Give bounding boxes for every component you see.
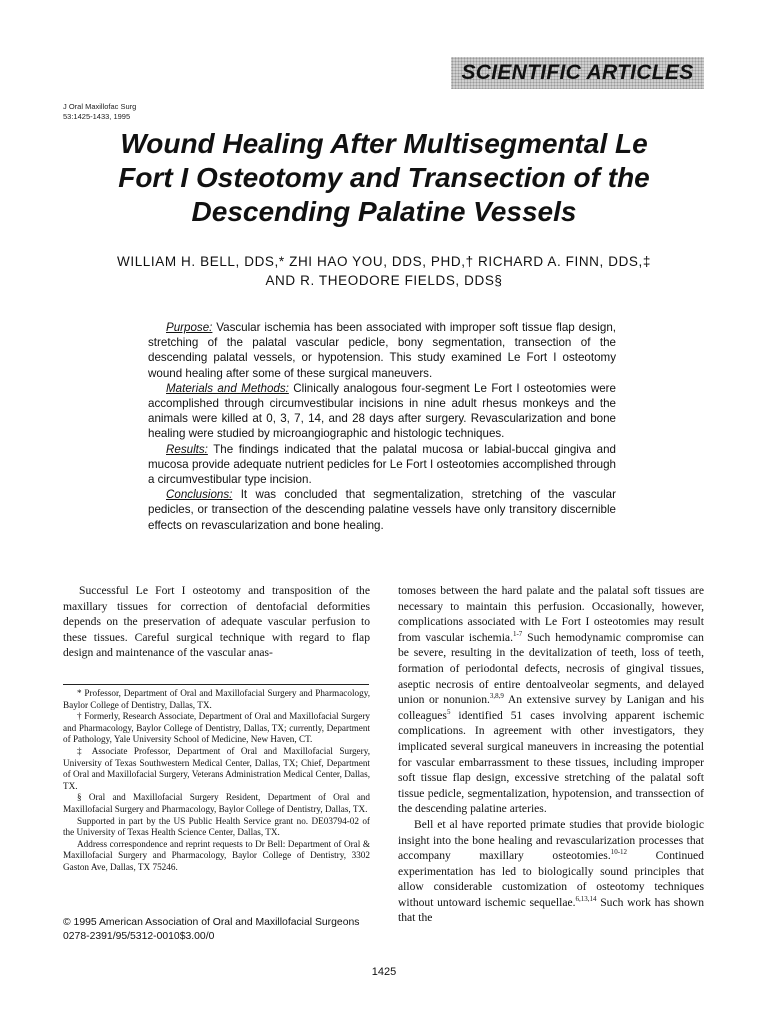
body-text: Bell et al have reported primate studies that provide biologic insight into the bone healing and revascularization processes that accompany maxillary osteotomies.: [398, 817, 704, 863]
body-column-left: [63, 583, 370, 661]
citation-ref: 5: [446, 707, 451, 716]
abstract-methods-text: Clinically analogous four-segment Le Fort I osteotomies were accomplished through circumvestibular incisions in nine adult rhesus monkeys and the animals were killed at 0, 3, 7, 14, and 28 days after surgery. Revascularization and bone healing were studied by microangiographic and histologic techniques.: [148, 381, 616, 441]
footnote-correspondence: Address correspondence and reprint requests to Dr Bell: Department of Oral & Maxillofacial Surgery and Pharmacology, Baylor College of Dentistry, 3302 Gaston Ave, Dallas, TX 75246.: [63, 838, 370, 872]
authors-line-1: WILLIAM H. BELL, DDS,* ZHI HAO YOU, DDS, PHD,† RICHARD A. FINN, DDS,‡: [117, 254, 651, 269]
citation-journal: J Oral Maxillofac Surg: [63, 102, 137, 111]
authors-line-2: AND R. THEODORE FIELDS, DDS§: [265, 273, 503, 288]
abstract-methods-label: Materials and Methods:: [166, 381, 289, 395]
abstract-results-text: The findings indicated that the palatal mucosa or labial-buccal gingiva and mucosa provide adequate nutrient pedicles for Le Fort I osteotomies accomplished through a circumvestibular type incision.: [148, 442, 616, 487]
footnote-you: † Formerly, Research Associate, Department of Oral and Maxillofacial Surgery and Pharmacology, Baylor College of Dentistry, Dallas, TX; currently, Department of Pathology, Yale University School of Medicine, New Haven, CT.: [63, 711, 370, 745]
abstract-purpose-label: Purpose:: [166, 321, 213, 334]
title-line-3: Descending Palatine Vessels: [191, 196, 577, 227]
footnote-divider: [63, 684, 369, 685]
abstract-purpose-text: Vascular ischemia has been associated with improper soft tissue flap design, stretching of the palatal vascular pedicle, bony segmentation, transection of the descending palatal vessels, or hypotension. This study examined Le Fort I osteotomy wound healing after some of these surgical maneuvers.: [148, 321, 616, 380]
body-paragraph-1: [398, 583, 704, 817]
footnote-fields: § Oral and Maxillofacial Surgery Resident, Department of Oral and Maxillofacial Surgery and Pharmacology, Baylor College of Dentistry, Dallas, TX.: [63, 792, 370, 814]
title-line-2: Fort I Osteotomy and Transection of the: [118, 162, 650, 193]
footnote-bell: * Professor, Department of Oral and Maxillofacial Surgery and Pharmacology, Baylor College of Dentistry, Dallas, TX.: [63, 688, 370, 710]
body-text: Such hemodynamic compromise can be severe, resulting in the devitalization of teeth, loss of teeth, formation of periodontal defects, necrosis of gingival tissues, aseptic necrosis of entire dentoalveolar segments, and delayed union or nonunion.: [398, 630, 704, 707]
copyright-notice: [63, 916, 373, 943]
citation-ref: 3,8,9: [489, 692, 504, 701]
footnote-finn: ‡ Associate Professor, Department of Oral and Maxillofacial Surgery, University of Texas Southwestern Medical Center, Dallas, TX; Chief, Department of Oral and Maxillofacial Surgery, Veterans Administration Medical Center, Dallas, TX.: [63, 745, 370, 791]
abstract: [148, 320, 616, 533]
abstract-conclusions-label: Conclusions:: [166, 488, 233, 502]
body-text: An extensive survey by Lanigan and his colleagues: [398, 693, 705, 722]
page-number: 1425: [371, 966, 397, 978]
section-banner: [451, 57, 704, 89]
journal-citation: [63, 102, 136, 122]
copyright-line: © 1995 American Association of Oral and Maxillofacial Surgeons: [63, 917, 360, 928]
section-banner-label: SCIENTIFIC ARTICLES: [461, 61, 694, 84]
citation-ref: 10-12: [610, 848, 628, 857]
body-text: tomoses between the hard palate and the palatal soft tissues are necessary to maintain this perfusion. Occasionally, however, complications associated with Le Fort I osteotomies may result from vascular ischemia.: [398, 584, 704, 644]
abstract-conclusions-text: It was concluded that segmentalization, stretching of the vascular pedicles, or transection of the descending palatine vessels have only transitory discernible effects on revascularization and bone healing.: [148, 488, 616, 532]
article-title: [40, 127, 728, 229]
author-footnotes: [63, 688, 370, 874]
abstract-conclusions: [148, 487, 616, 533]
body-text: Continued experimentation has led to biologically sound principles that allow considerable customization of osteotomy techniques without untoward ischemic sequellae.: [398, 849, 704, 909]
body-paragraph-2: [398, 817, 704, 926]
title-line-1: Wound Healing After Multisegmental Le: [120, 128, 648, 159]
abstract-results-label: Results:: [166, 442, 208, 456]
citation-ref: 6,13,14: [575, 895, 597, 904]
body-text: Such work has shown that the: [398, 895, 704, 925]
body-text: identified 51 cases involving apparent ischemic complications. In agreement with other investigators, they implicated several surgical maneuvers in increasing the potential for vascular embarrassment to these tissues, including improper soft tissue flap design, excessive stretching of the palatal soft tissue pedicle, segmentalization, hypotension, and transsection of the descending palatine arteries.: [398, 708, 704, 816]
abstract-methods: [148, 381, 616, 442]
abstract-purpose: [148, 320, 616, 381]
citation-ref: 1-7: [512, 629, 523, 638]
author-list: [40, 252, 728, 290]
body-column-right: [398, 583, 704, 926]
citation-volume: 53:1425-1433, 1995: [63, 112, 131, 121]
issn-line: 0278-2391/95/5312-0010$3.00/0: [63, 930, 215, 942]
abstract-results: [148, 442, 616, 488]
intro-paragraph: Successful Le Fort I osteotomy and transposition of the maxillary tissues for correction of dentofacial deformities depends on the preservation of adequate vascular perfusion to these tissues. Careful surgical technique with regard to flap design and maintenance of the vascular anas-: [63, 584, 370, 660]
footnote-funding: Supported in part by the US Public Health Service grant no. DE03794-02 of the University of Texas Health Science Center, Dallas, TX.: [63, 815, 370, 838]
